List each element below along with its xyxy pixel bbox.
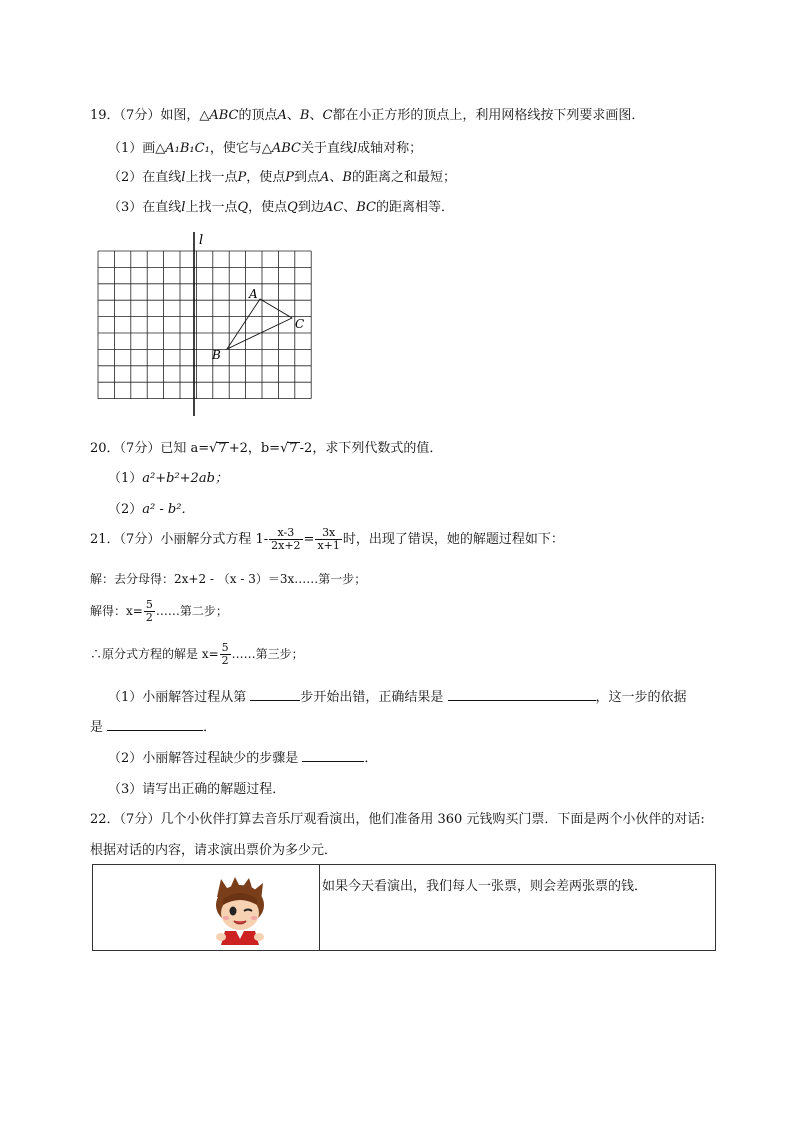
q21-step3: ∴原分式方程的解是 x= $\frac{5}{2}$ ……第三步；: [90, 641, 304, 667]
dialog-text: 如果今天看演出，我们每人一张票，则会差两张票的钱．: [322, 879, 648, 894]
vertex-a-label: A: [249, 287, 258, 301]
q20-stem: 20．（7分）已知 a=√7 +2，b=√7 -2，求下列代数式的值．: [90, 441, 443, 456]
blank-basis[interactable]: [107, 717, 203, 731]
q19-part1: （1）画△A₁B₁C₁，使它与△ABC关于直线l成轴对称；: [108, 141, 423, 156]
q22-stem: 22．（7分）几个小伙伴打算去音乐厅观看演出，他们准备用 360 元钱购买门票．下面是两个小伙伴的对话:: [90, 812, 705, 827]
q19-part2: （2）在直线l上找一点P，使点P到点A、B的距离之和最短；: [108, 170, 456, 185]
step3-fraction: $\frac{5}{2}$: [221, 641, 229, 667]
q21-part3: （3）请写出正确的解题过程．: [108, 782, 286, 797]
fraction-1: $\frac{x-3}{2x+2}$: [271, 526, 301, 552]
dialog-text-cell: [320, 865, 716, 951]
q22-stem-cont: 根据对话的内容，请求演出票价为多少元．: [90, 843, 338, 858]
q20-part2: （2）a² - b²．: [108, 502, 195, 517]
q21-part1: （1）小丽解答过程从第 步开始出错，正确结果是 ，这一步的依据: [108, 686, 687, 705]
q21-step2: 解得：x= $\frac{5}{2}$ ……第二步；: [90, 598, 228, 624]
blank-correct-result[interactable]: [448, 687, 596, 701]
grid-lines: [98, 251, 311, 399]
fraction-2: $\frac{3x}{x+1}$: [317, 526, 340, 552]
avatar-cell: [93, 865, 320, 951]
dialog-table: [92, 864, 716, 951]
q21-step1: 解：去分母得：2x+2 - （x - 3）＝3x……第一步；: [90, 572, 367, 586]
q21-stem: 21．（7分）小丽解分式方程 1- $\frac{x-3}{2x+2}$ = $\frac{3x}{x+1}$ 时，出现了错误，她的解题过程如下：: [90, 526, 564, 552]
triangle-abc: [227, 299, 292, 349]
blank-step-number[interactable]: [250, 687, 300, 701]
q21-part2: （2）小丽解答过程缺少的步骤是 ．: [108, 747, 377, 766]
q19-part3: （3）在直线l上找一点Q，使点Q到边AC、BC的距离相等．: [108, 200, 454, 215]
q19-grid-figure: [95, 228, 315, 418]
vertex-c-label: C: [295, 317, 305, 331]
line-l-label: l: [199, 233, 204, 248]
cartoon-boy-icon: [205, 875, 275, 945]
q20-part1: （1）a²+b²+2ab；: [108, 471, 228, 486]
q19-stem: 19．（7分）如图，△ABC的顶点A、B、C都在小正方形的顶点上，利用网格线按下列要求画图．: [90, 108, 645, 123]
q21-part1-cont: 是 ．: [90, 716, 216, 735]
blank-missing-step[interactable]: [302, 748, 364, 762]
vertex-b-label: B: [212, 348, 221, 362]
step2-fraction: $\frac{5}{2}$: [145, 598, 153, 624]
